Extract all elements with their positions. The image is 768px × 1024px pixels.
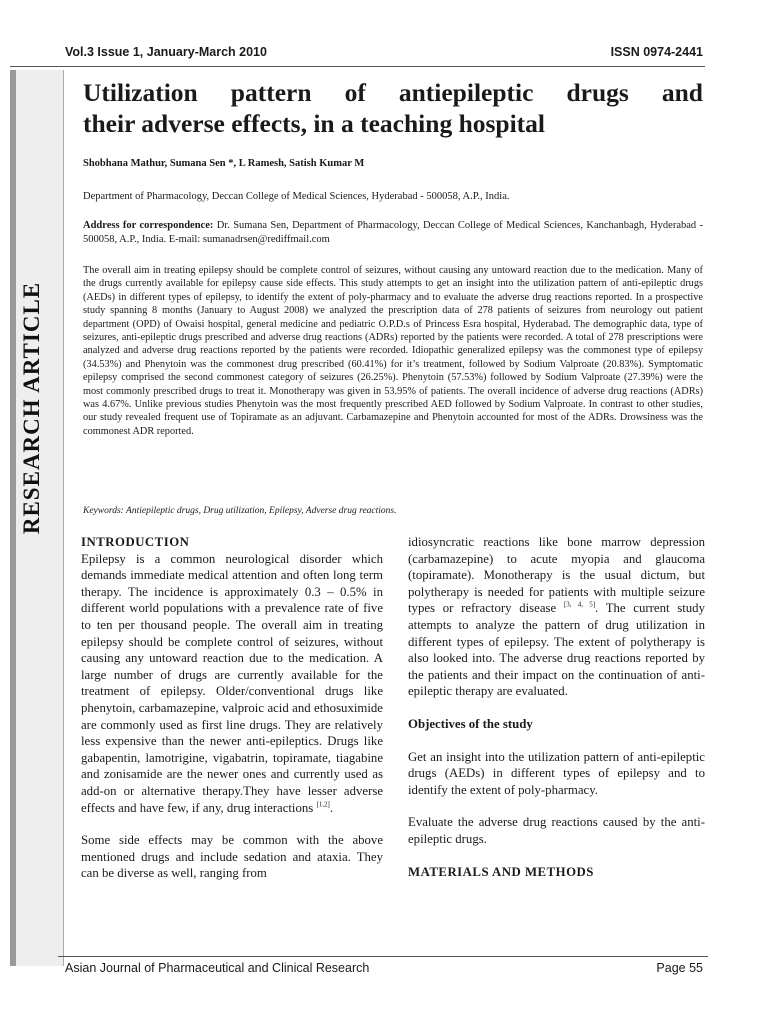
right-column (408, 534, 705, 880)
header-rule (10, 66, 705, 67)
objective-2: Evaluate the adverse drug reactions caused by the anti-epileptic drugs. (408, 815, 705, 846)
abstract: The overall aim in treating epilepsy should be complete control of seizures, without causing any untoward reaction due to the medication. Many of the drugs currently available for epilepsy cause side effects. This study attempts to get an insight into the utilization pattern of anti-epileptic drugs (AEDs) in different types of epilepsy, to identify the extent of poly-pharmacy and to evaluate the adverse drug reactions reported. In a prospective study spanning 8 months (January to August 2008) we analyzed the prescription data of 278 patients of seizures from neurology out patient department (OPD) of Owaisi hospital, general medicine and pediatric O.P.D.s of Princess Esra hospital, Hyderabad. The demographic data, type of seizures, anti-epileptic drugs prescribed and adverse drug reactions (ADRs) reported by the patients were recorded. A total of 278 prescriptions were analyzed and adverse drug reactions reported by the patients were recorded. Idiopathic generalized epilepsy was the commonest type of epilepsy (34.53%) and Phenytoin was the commonest drug prescribed (60.41%) for it’s treatment, followed by Sodium Valproate (20.83%). Symptomatic epilepsy comprised the second commonest category of seizures (26.25%). Phenytoin (57.53%) followed by Sodium Valproate (27.39%) were the most commonly prescribed drugs to treat it. Monotherapy was given in 53.95% of patients. The overall incidence of adverse drug reactions (ADRs) was 4.67%. Unlike previous studies Phenytoin was the most frequently prescribed AED followed by Sodium Valproate. In contrast to other studies, our study revealed frequent use of Topiramate as an adjuvant. Carbamazepine and Phenytoin accounted for most of the ADRs. Drowsiness was the commonest ADR reported. (83, 265, 703, 437)
introduction-paragraph-2: Some side effects may be common with the above mentioned drugs and include sedation and ataxia. They can be diverse as well, ranging from (81, 833, 383, 881)
correspondence-address (83, 219, 703, 247)
correspondence-label: Address for correspondence: (83, 220, 214, 231)
introduction-heading: INTRODUCTION (81, 535, 190, 549)
citation-ref-1-2: [1,2] (316, 800, 330, 809)
intro-p3-end: . The current study attempts to analyze the pattern of drug utilization in different types of epilepsy. The extent of polytherapy is also looked into. The adverse drug reactions reported by the patients and their impact on the continuation of anti-epileptic therapy are evaluated. (408, 601, 705, 699)
author-list: Shobhana Mathur, Sumana Sen *, L Ramesh, Satish Kumar M (83, 158, 365, 169)
running-header (65, 45, 703, 59)
objectives-heading: Objectives of the study (408, 716, 533, 731)
intro-p1-end: . (329, 800, 334, 815)
issn: ISSN 0974-2441 (610, 45, 703, 59)
intro-p3-text: idiosyncratic reactions like bone marrow depression (carbamazepine) to acute myopia and glaucoma (topiramate). Monotherapy is the usual dictum, but polytherapy is needed for patients with multiple seizure types or refractory disease (408, 535, 705, 616)
article-type-label: RESEARCH ARTICLE (19, 281, 44, 535)
journal-name: Asian Journal of Pharmaceutical and Clinical Research (65, 961, 370, 975)
methods-heading: MATERIALS AND METHODS (408, 864, 594, 879)
title-line-2: their adverse effects, in a teaching hospital (83, 109, 546, 138)
page-number: Page 55 (656, 961, 703, 975)
intro-p1-text: Epilepsy is a common neurological disorder which demands immediate medical attention and often long term therapy. The incidence is approximately 0.3 – 0.5% in different world populations with a prevalence rate of five to ten per thousand people. The overall aim in treating epilepsy should be complete control of seizures, without causing any untoward reaction due to the medication. A large number of drugs are currently available for the treatment of epilepsy. Older/conventional drugs like phenytoin, carbamazepine, valproic acid and ethosuximide are commonly used as first line drugs. They are relatively less expensive than the newer anti-epileptics. Drugs like gabapentin, lamotrigine, vigabatrin, topiramate, tiagabine and zonisamide are the newer ones and currently used as add-on or alternative therapy.They have lesser adverse effects and have few, if any, drug interactions (81, 551, 383, 815)
citation-ref-3-5: [3, 4, 5] (563, 601, 596, 610)
introduction-paragraph-3 (408, 534, 705, 700)
introduction-paragraph-1 (81, 551, 383, 817)
footer-rule (58, 956, 708, 957)
sidebar-accent-bar (10, 70, 16, 966)
objective-1: Get an insight into the utilization pattern of anti-epileptic drugs (AEDs) in different types of epilepsy and to identify the extent of poly-pharmacy. (408, 749, 705, 797)
running-footer (65, 961, 703, 975)
volume-issue: Vol.3 Issue 1, January-March 2010 (65, 45, 267, 59)
keywords: Keywords: Antiepileptic drugs, Drug utilization, Epilepsy, Adverse drug reactions. (83, 506, 397, 516)
title-line-1: Utilization pattern of antiepileptic drugs and (83, 78, 703, 107)
article-type-sidebar (10, 70, 64, 966)
article-title (83, 77, 703, 139)
affiliation: Department of Pharmacology, Deccan College of Medical Sciences, Hyderabad - 500058, A.P., India. (83, 191, 510, 202)
left-column (81, 534, 383, 898)
correspondence-text: Dr. Sumana Sen, Department of Pharmacology, Deccan College of Medical Sciences, Kanchanbagh, Hyderabad - 500058, A.P., India. E-mail: sumanadrsen@rediffmail.com (83, 220, 704, 245)
